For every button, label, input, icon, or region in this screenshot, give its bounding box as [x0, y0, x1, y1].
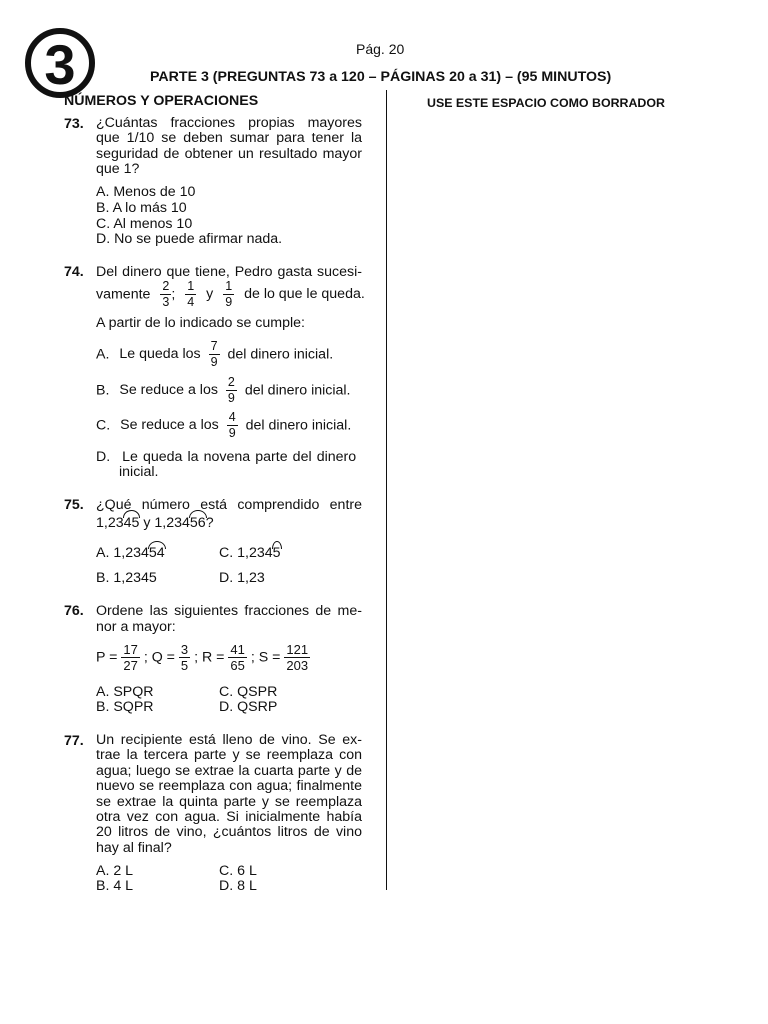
question-76-stem-line2: nor a mayor: — [96, 619, 176, 635]
question-73-stem: ¿Cuántas fracciones propias mayores que 1/10 se deben sumar para tener la seguridad de obtener un resultado mayor que 1? — [96, 115, 362, 178]
periodic-arc: 56 — [189, 515, 206, 531]
question-74-stem-line3: A partir de lo indicado se cumple: — [96, 315, 305, 331]
fraction-four-ninths: $\frac{4}{9}$ — [228, 410, 236, 440]
question-74-stem-post: de lo que le queda. — [244, 286, 365, 303]
question-75-number: 75. — [64, 497, 84, 513]
fraction-one-ninth: $\frac{1}{9}$ — [225, 279, 233, 309]
fraction-q: $\frac{3}{5}$ — [180, 642, 189, 673]
part-number-badge — [25, 28, 95, 98]
question-75-stem-line2: 1,2345 y 1,23456? — [96, 515, 214, 531]
question-76-option-a[interactable]: A. SPQR — [96, 684, 154, 700]
question-75-option-c[interactable]: C. 1,2345 — [219, 545, 281, 561]
periodic-arc: 5 — [272, 545, 281, 561]
fraction-one-fourth: $\frac{1}{4}$ — [187, 279, 195, 309]
section-title: NÚMEROS Y OPERACIONES — [64, 93, 259, 109]
question-76-option-c[interactable]: C. QSPR — [219, 684, 278, 700]
question-77-option-d[interactable]: D. 8 L — [219, 878, 257, 894]
page-number: Pág. 20 — [356, 41, 405, 57]
question-74-stem-line2 — [96, 280, 365, 309]
fraction-s: $\frac{121}{203}$ — [286, 642, 309, 673]
question-74-stem-line1: Del dinero que tiene, Pedro gasta sucesi- — [96, 264, 362, 280]
question-74-option-d-cont: inicial. — [119, 464, 159, 480]
question-74-option-b[interactable]: B. Se reduce a los $\frac{2}{9}$ del dinero inicial. — [96, 375, 351, 405]
question-76-fractions: P = $\frac{17}{27}$ ; Q = $\frac{3}{5}$ ; R = $\frac{41}{65}$ ; S = $\frac{121}{203}$ — [96, 642, 309, 673]
question-77-option-b[interactable]: B. 4 L — [96, 878, 134, 894]
question-77-number: 77. — [64, 733, 84, 749]
separator: ; — [171, 286, 176, 303]
fraction-two-thirds: $\frac{2}{3}$ — [162, 279, 170, 309]
question-75-option-b[interactable]: B. 1,2345 — [96, 570, 157, 586]
question-77-option-c[interactable]: C. 6 L — [219, 863, 257, 879]
question-74-option-c[interactable]: C. Se reduce a los $\frac{4}{9}$ del dinero inicial. — [96, 410, 352, 440]
question-76-option-b[interactable]: B. SQPR — [96, 699, 154, 715]
periodic-arc: 45 — [123, 515, 140, 531]
question-75-option-d[interactable]: D. 1,23 — [219, 570, 265, 586]
part-title: PARTE 3 (PREGUNTAS 73 a 120 – PÁGINAS 20 a 31) – (95 MINUTOS) — [150, 69, 612, 85]
part-number: 3 — [44, 32, 76, 96]
conjunction: y — [206, 286, 214, 303]
question-77-stem: Un recipiente está lleno de vino. Se extrae la tercera parte y se reemplaza con agua; luego se extrae la cuarta parte y de nuevo se reemplaza con agua; finalmente se extrae la quinta parte y se reemplaza otra vez con agua. Si inicialmente había 20 litros de vino, ¿cuántos litros de vino hay al final? — [96, 732, 362, 856]
question-76-number: 76. — [64, 603, 84, 619]
periodic-arc: 54 — [148, 545, 165, 561]
question-75-stem-line1: ¿Qué número está comprendido entre — [96, 497, 362, 513]
fraction-seven-ninths: $\frac{7}{9}$ — [210, 339, 218, 369]
fraction-r: $\frac{41}{65}$ — [230, 642, 245, 673]
question-74-option-a[interactable]: A. Le queda los $\frac{7}{9}$ del dinero inicial. — [96, 339, 334, 369]
question-76-stem-line1: Ordene las siguientes fracciones de me- — [96, 603, 362, 619]
question-73-option-a[interactable]: A. Menos de 10 — [96, 184, 196, 200]
question-73-option-c[interactable]: C. Al menos 10 — [96, 216, 193, 232]
fraction-p: $\frac{17}{27}$ — [123, 642, 138, 673]
question-73-option-d[interactable]: D. No se puede afirmar nada. — [96, 231, 283, 247]
question-75-option-a[interactable]: A. 1,23454 — [96, 545, 165, 561]
question-77-option-a[interactable]: A. 2 L — [96, 863, 134, 879]
question-76-option-d[interactable]: D. QSRP — [219, 699, 278, 715]
question-74-option-d[interactable]: D. Le queda la novena parte del dinero — [96, 449, 357, 465]
fraction-two-ninths: $\frac{2}{9}$ — [227, 375, 235, 405]
question-73-option-b[interactable]: B. A lo más 10 — [96, 200, 187, 216]
question-73-number: 73. — [64, 116, 84, 132]
question-74-stem-pre: vamente — [96, 286, 151, 303]
question-74-number: 74. — [64, 264, 84, 280]
column-divider — [386, 90, 387, 890]
draft-space-note: USE ESTE ESPACIO COMO BORRADOR — [427, 96, 665, 110]
